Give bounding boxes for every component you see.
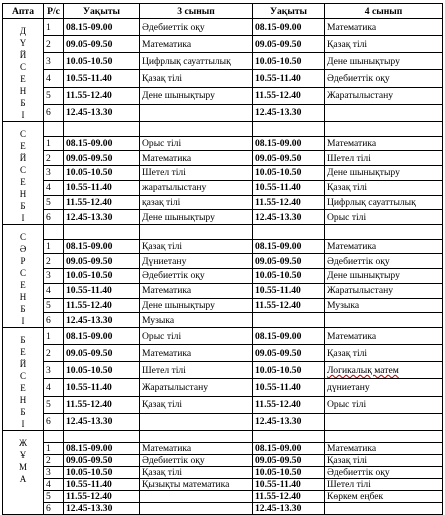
day-letter: Й — [19, 359, 27, 369]
day-name-vertical — [3, 128, 43, 224]
lesson-row — [3, 362, 443, 379]
day-name-cell — [3, 122, 44, 225]
grade-3-subject: Қазақ тілі — [140, 70, 253, 87]
day-letter: Б — [20, 304, 26, 314]
day-letter: Р — [20, 256, 26, 266]
grade-3-subject: Әдебиеттік оқу — [140, 19, 253, 36]
lesson-row — [3, 151, 443, 166]
grade-3-subject: Математика — [140, 36, 253, 53]
lesson-row — [3, 479, 443, 491]
lesson-row — [3, 467, 443, 479]
lesson-row — [3, 104, 443, 121]
lesson-number: 1 — [44, 136, 64, 151]
day-letter: Й — [19, 50, 27, 60]
day-letter: М — [18, 462, 27, 472]
grade-3-time: 08.15-09.00 — [64, 443, 140, 455]
header-week: Апта — [3, 4, 44, 19]
grade-4-subject: Музыка — [325, 298, 443, 313]
lesson-number: 1 — [44, 19, 64, 36]
blank-cell — [325, 431, 443, 443]
grade-4-subject: Математика — [325, 328, 443, 345]
lesson-number: 2 — [44, 254, 64, 269]
grade-3-time: 09.05-09.50 — [64, 345, 140, 362]
grade-4-time: 10.55-11.40 — [253, 379, 325, 396]
grade-3-subject: Шетел тілі — [140, 166, 253, 181]
day-letter: Б — [20, 98, 26, 108]
grade-4-time: 10.05-10.50 — [253, 166, 325, 181]
grade-4-time: 09.05-09.50 — [253, 151, 325, 166]
grade-3-subject: Дене шынықтыру — [140, 298, 253, 313]
blank-cell — [253, 122, 325, 137]
lesson-number: 4 — [44, 70, 64, 87]
grade-3-time: 09.05-09.50 — [64, 254, 140, 269]
blank-cell — [140, 431, 253, 443]
grade-3-time: 08.15-09.00 — [64, 328, 140, 345]
lesson-number: 3 — [44, 362, 64, 379]
day-letter: С — [19, 232, 26, 242]
day-letter: Е — [20, 177, 26, 187]
day-letter: І — [21, 419, 25, 429]
grade-3-subject: Орыс тілі — [140, 136, 253, 151]
grade-4-subject: Цифрлық сауаттылық — [325, 195, 443, 210]
grade-4-subject: Қазақ тілі — [325, 36, 443, 53]
lesson-number: 6 — [44, 503, 64, 515]
day-letter: І — [21, 316, 25, 326]
grade-3-subject: Дене шынықтыру — [140, 87, 253, 104]
grade-4-time: 09.05-09.50 — [253, 254, 325, 269]
blank-cell — [44, 122, 64, 137]
grade-4-time: 12.45-13.30 — [253, 210, 325, 225]
day-letter: Ж — [18, 438, 28, 448]
grade-3-subject: қазақ тілі — [140, 195, 253, 210]
lesson-number: 5 — [44, 396, 64, 413]
lesson-row — [3, 503, 443, 515]
lesson-row — [3, 283, 443, 298]
grade-3-time: 11.55-12.40 — [64, 491, 140, 503]
grade-4-time: 10.05-10.50 — [253, 269, 325, 284]
day-letter: Е — [20, 74, 26, 84]
day-letter: С — [19, 129, 26, 139]
blank-cell — [325, 225, 443, 240]
grade-3-subject: Қазақ тілі — [140, 396, 253, 413]
day-name-vertical — [3, 437, 43, 485]
grade-4-subject — [325, 503, 443, 515]
lesson-row — [3, 379, 443, 396]
lesson-row — [3, 195, 443, 210]
grade-4-time: 09.05-09.50 — [253, 455, 325, 467]
day-letter: Б — [20, 407, 26, 417]
lesson-number: 1 — [44, 328, 64, 345]
grade-4-subject: Әдебиеттік оқу — [325, 467, 443, 479]
grade-3-subject: жаратылыстану — [140, 180, 253, 195]
day-letter: Й — [19, 153, 27, 163]
grade-4-time: 11.55-12.40 — [253, 195, 325, 210]
grade-3-subject: Шетел тілі — [140, 362, 253, 379]
blank-cell — [64, 225, 140, 240]
lesson-row — [3, 36, 443, 53]
grade-3-time: 12.45-13.30 — [64, 313, 140, 328]
grade-3-time: 10.05-10.50 — [64, 269, 140, 284]
blank-cell — [140, 225, 253, 240]
day-letter: Е — [20, 280, 26, 290]
grade-4-subject: Қазақ тілі — [325, 455, 443, 467]
grade-3-time: 11.55-12.40 — [64, 87, 140, 104]
grade-4-subject: дүниетану — [325, 379, 443, 396]
grade-3-time: 09.05-09.50 — [64, 455, 140, 467]
blank-row — [3, 225, 443, 240]
grade-3-subject — [140, 491, 253, 503]
blank-cell — [44, 225, 64, 240]
blank-cell — [64, 122, 140, 137]
grade-4-time: 09.05-09.50 — [253, 36, 325, 53]
grade-4-time: 10.55-11.40 — [253, 479, 325, 491]
lesson-row — [3, 443, 443, 455]
day-letter: С — [19, 165, 26, 175]
day-letter: Н — [19, 189, 27, 199]
day-name-cell — [3, 225, 44, 328]
lesson-number: 5 — [44, 195, 64, 210]
grade-4-time: 10.55-11.40 — [253, 180, 325, 195]
lesson-number: 5 — [44, 491, 64, 503]
day-letter: Е — [20, 383, 26, 393]
grade-3-subject: Математика — [140, 151, 253, 166]
lesson-number: 3 — [44, 166, 64, 181]
grade-3-subject: Музыка — [140, 313, 253, 328]
lesson-row — [3, 254, 443, 269]
day-letter: С — [19, 268, 26, 278]
grade-3-subject: Орыс тілі — [140, 328, 253, 345]
blank-cell — [253, 431, 325, 443]
grade-4-time — [253, 313, 325, 328]
grade-3-time: 12.45-13.30 — [64, 413, 140, 430]
header-time-1: Уақыты — [64, 4, 140, 19]
grade-3-subject — [140, 104, 253, 121]
grade-3-subject: Цифрлық сауаттылық — [140, 53, 253, 70]
grade-3-time: 08.15-09.00 — [64, 239, 140, 254]
grade-3-subject — [140, 503, 253, 515]
schedule-table — [2, 3, 443, 515]
grade-3-subject: Дене шынықтыру — [140, 210, 253, 225]
grade-3-subject: Қазақ тілі — [140, 239, 253, 254]
day-letter: С — [19, 371, 26, 381]
lesson-number: 6 — [44, 104, 64, 121]
lesson-number: 5 — [44, 298, 64, 313]
lesson-row — [3, 328, 443, 345]
lesson-row — [3, 298, 443, 313]
grade-4-subject: Шетел тілі — [325, 151, 443, 166]
grade-3-time: 09.05-09.50 — [64, 151, 140, 166]
lesson-row — [3, 491, 443, 503]
grade-3-subject: Математика — [140, 283, 253, 298]
lesson-number: 5 — [44, 87, 64, 104]
grade-3-time: 10.55-11.40 — [64, 379, 140, 396]
blank-row — [3, 122, 443, 137]
grade-4-subject: Шетел тілі — [325, 479, 443, 491]
lesson-row — [3, 53, 443, 70]
grade-4-time: 12.45-13.30 — [253, 503, 325, 515]
blank-cell — [253, 225, 325, 240]
grade-4-subject: Математика — [325, 19, 443, 36]
lesson-row — [3, 180, 443, 195]
grade-3-time: 10.55-11.40 — [64, 70, 140, 87]
lesson-row — [3, 313, 443, 328]
grade-4-time: 11.55-12.40 — [253, 491, 325, 503]
lesson-row — [3, 210, 443, 225]
header-num: Р/с — [44, 4, 64, 19]
grade-4-time: 10.05-10.50 — [253, 362, 325, 379]
grade-4-time: 08.15-09.00 — [253, 328, 325, 345]
grade-4-time: 10.55-11.40 — [253, 283, 325, 298]
grade-4-time: 08.15-09.00 — [253, 239, 325, 254]
day-letter: Н — [19, 86, 27, 96]
blank-cell — [325, 122, 443, 137]
lesson-number: 6 — [44, 413, 64, 430]
day-letter: Е — [20, 347, 26, 357]
grade-4-subject: Математика — [325, 239, 443, 254]
grade-3-subject: Әдебиеттік оқу — [140, 455, 253, 467]
grade-3-subject: Жаратылыстану — [140, 379, 253, 396]
grade-4-subject: Логикалық матем — [325, 362, 443, 379]
day-letter: І — [21, 110, 25, 120]
grade-3-time: 08.15-09.00 — [64, 136, 140, 151]
grade-4-subject: Математика — [325, 136, 443, 151]
lesson-number: 6 — [44, 313, 64, 328]
grade-4-subject: Әдебиеттік оқу — [325, 254, 443, 269]
grade-4-subject: Орыс тілі — [325, 210, 443, 225]
grade-3-time: 11.55-12.40 — [64, 396, 140, 413]
lesson-number: 2 — [44, 455, 64, 467]
grade-4-subject — [325, 313, 443, 328]
day-letter: Б — [20, 201, 26, 211]
grade-3-time: 10.05-10.50 — [64, 166, 140, 181]
grade-4-subject: Орыс тілі — [325, 396, 443, 413]
lesson-number: 2 — [44, 345, 64, 362]
day-letter: Б — [20, 335, 26, 345]
grade-3-time: 12.45-13.30 — [64, 503, 140, 515]
blank-cell — [44, 431, 64, 443]
grade-4-subject: Көркем еңбек — [325, 491, 443, 503]
grade-4-subject — [325, 413, 443, 430]
header-grade-4: 4 сынып — [325, 4, 443, 19]
blank-cell — [140, 122, 253, 137]
grade-4-subject — [325, 104, 443, 121]
grade-4-time: 11.55-12.40 — [253, 87, 325, 104]
lesson-number: 4 — [44, 379, 64, 396]
grade-3-time: 09.05-09.50 — [64, 36, 140, 53]
grade-3-time: 10.55-11.40 — [64, 180, 140, 195]
grade-4-time: 10.55-11.40 — [253, 70, 325, 87]
grade-3-time: 12.45-13.30 — [64, 104, 140, 121]
grade-4-time: 10.05-10.50 — [253, 53, 325, 70]
lesson-row — [3, 396, 443, 413]
lesson-number: 4 — [44, 479, 64, 491]
lesson-number: 4 — [44, 180, 64, 195]
grade-3-time: 10.55-11.40 — [64, 479, 140, 491]
grade-3-time: 10.05-10.50 — [64, 467, 140, 479]
day-name-cell — [3, 328, 44, 431]
header-row — [3, 4, 443, 19]
grade-4-subject: Әдебиеттік оқу — [325, 70, 443, 87]
blank-row — [3, 431, 443, 443]
lesson-number: 3 — [44, 269, 64, 284]
lesson-number: 3 — [44, 467, 64, 479]
grade-4-subject: Жаратылыстану — [325, 283, 443, 298]
lesson-number: 6 — [44, 210, 64, 225]
lesson-row — [3, 345, 443, 362]
lesson-row — [3, 136, 443, 151]
lesson-number: 4 — [44, 283, 64, 298]
lesson-number: 2 — [44, 36, 64, 53]
day-name-vertical — [3, 334, 43, 430]
header-time-2: Уақыты — [253, 4, 325, 19]
day-name-vertical — [3, 231, 43, 327]
grade-4-time: 09.05-09.50 — [253, 345, 325, 362]
lesson-number: 1 — [44, 443, 64, 455]
grade-4-subject: Дене шынықтыру — [325, 166, 443, 181]
grade-4-subject: Қазақ тілі — [325, 180, 443, 195]
grade-4-subject: Жаратылыстану — [325, 87, 443, 104]
grade-4-subject: Қазақ тілі — [325, 345, 443, 362]
lesson-number: 1 — [44, 239, 64, 254]
grade-3-subject: Математика — [140, 345, 253, 362]
grade-3-subject: Қызықты математика — [140, 479, 253, 491]
grade-4-time: 08.15-09.00 — [253, 19, 325, 36]
lesson-row — [3, 166, 443, 181]
grade-4-time: 12.45-13.30 — [253, 104, 325, 121]
grade-3-subject: Әдебиеттік оқу — [140, 269, 253, 284]
grade-3-time: 12.45-13.30 — [64, 210, 140, 225]
header-grade-3: 3 сынып — [140, 4, 253, 19]
grade-4-subject: Дене шынықтыру — [325, 53, 443, 70]
grade-3-time: 10.55-11.40 — [64, 283, 140, 298]
lesson-row — [3, 455, 443, 467]
grade-4-time: 11.55-12.40 — [253, 396, 325, 413]
lesson-number: 2 — [44, 151, 64, 166]
day-letter: Н — [19, 292, 27, 302]
day-letter: Ү — [19, 38, 27, 48]
grade-3-subject: Математика — [140, 443, 253, 455]
lesson-row — [3, 413, 443, 430]
grade-4-subject: Дене шынықтыру — [325, 269, 443, 284]
day-letter: Ә — [19, 244, 27, 254]
grade-3-subject: Дүниетану — [140, 254, 253, 269]
day-name-cell — [3, 431, 44, 515]
day-letter: Д — [19, 26, 27, 36]
grade-4-subject: Математика — [325, 443, 443, 455]
day-letter: І — [21, 213, 25, 223]
lesson-row — [3, 87, 443, 104]
lesson-row — [3, 70, 443, 87]
day-name-cell — [3, 19, 44, 122]
schedule-body — [3, 19, 443, 515]
day-letter: А — [19, 474, 27, 484]
grade-3-time: 10.05-10.50 — [64, 362, 140, 379]
blank-cell — [64, 431, 140, 443]
grade-4-time: 10.05-10.50 — [253, 467, 325, 479]
grade-3-subject — [140, 413, 253, 430]
grade-3-time: 11.55-12.40 — [64, 298, 140, 313]
day-letter: Е — [20, 141, 26, 151]
grade-4-time: 12.45-13.30 — [253, 413, 325, 430]
grade-3-subject: Қазақ тілі — [140, 467, 253, 479]
day-letter: Н — [19, 395, 27, 405]
grade-4-time: 08.15-09.00 — [253, 443, 325, 455]
lesson-number: 3 — [44, 53, 64, 70]
grade-4-time: 08.15-09.00 — [253, 136, 325, 151]
grade-3-time: 11.55-12.40 — [64, 195, 140, 210]
day-letter: С — [19, 62, 26, 72]
lesson-row — [3, 239, 443, 254]
day-letter: Ұ — [19, 450, 27, 460]
grade-3-time: 10.05-10.50 — [64, 53, 140, 70]
grade-3-time: 08.15-09.00 — [64, 19, 140, 36]
grade-4-time: 11.55-12.40 — [253, 298, 325, 313]
day-name-vertical — [3, 25, 43, 121]
lesson-row — [3, 19, 443, 36]
lesson-row — [3, 269, 443, 284]
